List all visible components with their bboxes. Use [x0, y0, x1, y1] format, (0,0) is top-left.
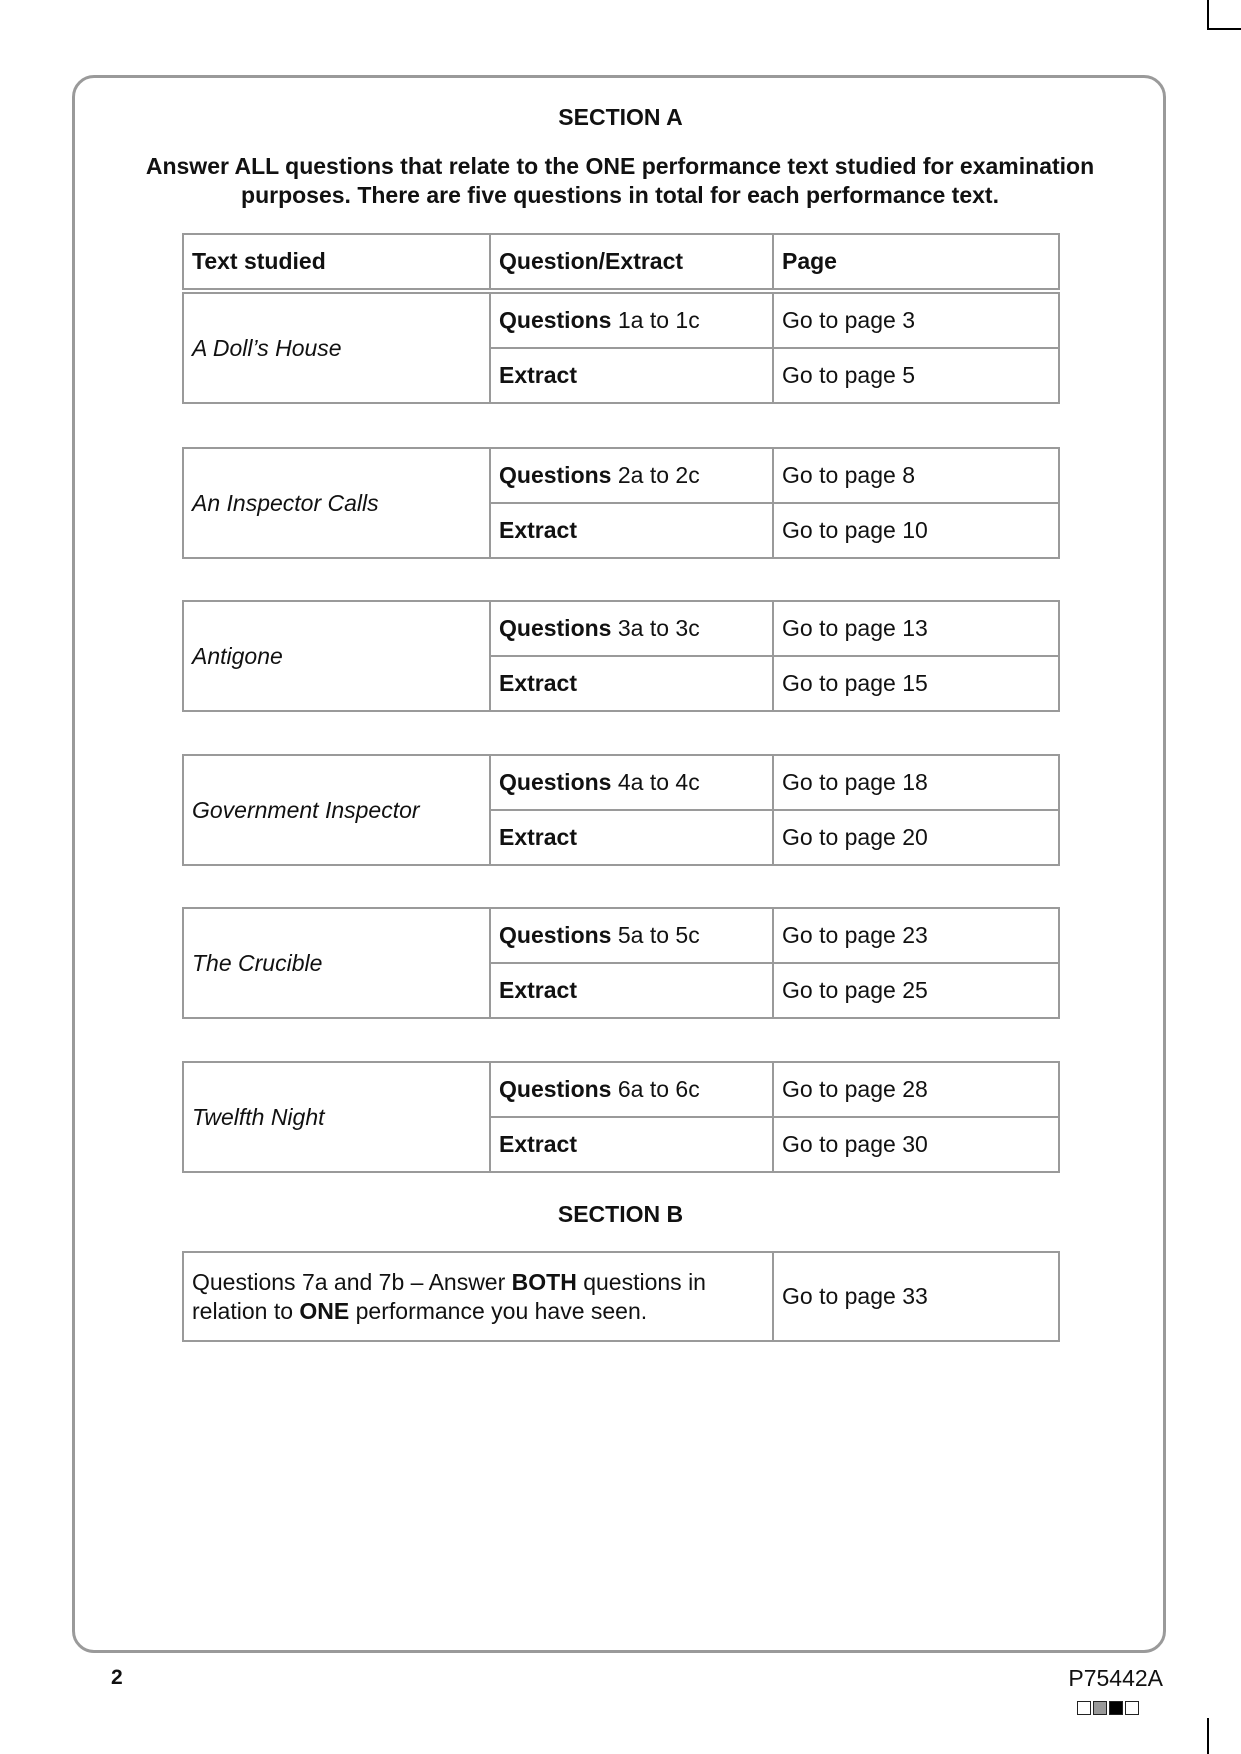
header-text-studied: Text studied	[183, 234, 490, 289]
questions-cell: Questions 3a to 3c	[490, 601, 773, 656]
crop-mark	[1207, 1718, 1209, 1754]
questions-cell: Questions 4a to 4c	[490, 755, 773, 810]
text-table	[182, 447, 1060, 559]
text-title: The Crucible	[183, 908, 490, 1018]
text-title: Twelfth Night	[183, 1062, 490, 1172]
table-row	[183, 601, 1059, 656]
text-table	[182, 292, 1060, 404]
questions-cell: Questions 6a to 6c	[490, 1062, 773, 1117]
text-title: Antigone	[183, 601, 490, 711]
section-b-table	[182, 1251, 1060, 1342]
table-row	[183, 1252, 1059, 1341]
section-a-instruction: Answer ALL questions that relate to the ONE performance text studied for examination purposes. There are five questions in total for each performance text.	[145, 153, 1095, 208]
extract-cell: Extract	[490, 503, 773, 558]
questions-page: Go to page 23	[773, 908, 1059, 963]
extract-cell: Extract	[490, 656, 773, 711]
text-title: An Inspector Calls	[183, 448, 490, 558]
extract-page: Go to page 10	[773, 503, 1059, 558]
text-title: Government Inspector	[183, 755, 490, 865]
crop-mark	[1207, 28, 1241, 30]
extract-page: Go to page 30	[773, 1117, 1059, 1172]
text-table	[182, 1061, 1060, 1173]
extract-cell: Extract	[490, 348, 773, 403]
extract-cell: Extract	[490, 1117, 773, 1172]
questions-page: Go to page 18	[773, 755, 1059, 810]
table-row	[183, 1062, 1059, 1117]
extract-page: Go to page 15	[773, 656, 1059, 711]
paper-code: P75442A	[1068, 1665, 1163, 1691]
section-b-instruction: Questions 7a and 7b – Answer BOTH questions in relation to ONE performance you have seen.	[183, 1252, 773, 1341]
extract-cell: Extract	[490, 810, 773, 865]
questions-page: Go to page 3	[773, 293, 1059, 348]
text-table	[182, 600, 1060, 712]
page-number: 2	[111, 1666, 123, 1689]
questions-cell: Questions 5a to 5c	[490, 908, 773, 963]
section-b-page: Go to page 33	[773, 1252, 1059, 1341]
questions-page: Go to page 8	[773, 448, 1059, 503]
table-header-row	[183, 234, 1059, 289]
table-row	[183, 448, 1059, 503]
crop-mark	[1207, 0, 1209, 30]
questions-cell: Questions 2a to 2c	[490, 448, 773, 503]
text-table	[182, 907, 1060, 1019]
section-a-heading: SECTION A	[558, 104, 683, 130]
print-registration-boxes	[1077, 1701, 1141, 1715]
extract-cell: Extract	[490, 963, 773, 1018]
questions-cell: Questions 1a to 1c	[490, 293, 773, 348]
table-row	[183, 293, 1059, 348]
extract-page: Go to page 25	[773, 963, 1059, 1018]
table-row	[183, 755, 1059, 810]
questions-page: Go to page 13	[773, 601, 1059, 656]
header-question-extract: Question/Extract	[490, 234, 773, 289]
table-row	[183, 908, 1059, 963]
extract-page: Go to page 5	[773, 348, 1059, 403]
questions-page: Go to page 28	[773, 1062, 1059, 1117]
header-page: Page	[773, 234, 1059, 289]
text-table	[182, 754, 1060, 866]
extract-page: Go to page 20	[773, 810, 1059, 865]
text-title: A Doll’s House	[183, 293, 490, 403]
section-b-heading: SECTION B	[557, 1201, 684, 1227]
header-table	[182, 233, 1060, 290]
